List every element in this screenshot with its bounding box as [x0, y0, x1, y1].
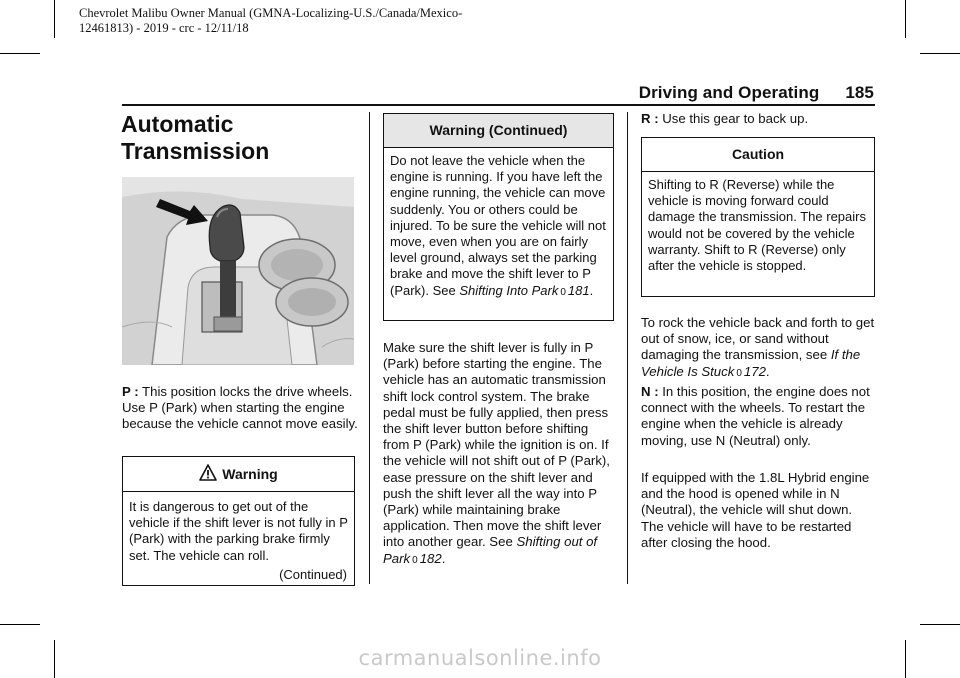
- r-position-paragraph: [641, 111, 877, 127]
- crop-mark: [920, 53, 960, 54]
- ref-page-181[interactable]: 181: [567, 282, 590, 298]
- shift-lever-illustration: [122, 177, 354, 365]
- warning-triangle-icon: [199, 460, 217, 494]
- shift-lock-paragraph: [383, 340, 617, 569]
- shift-lock-text: Make sure the shift lever is fully in P (Park) before starting the engine. The vehicle has an automatic transmission shift lock control system. The brake pedal must be fully applied, then press the shift lever button before shifting from P (Park) while the ignition is on. If the vehicle will not shift out of P (Park), ease pressure on the shift lever and push the shift lever all the way into P (Park) while maintaining brake application. Then move the shift lever into another gear. See: [383, 340, 610, 550]
- ref-period: .: [441, 550, 446, 566]
- page-title: [121, 111, 269, 165]
- r-label: R :: [641, 111, 659, 126]
- warning-continued-header: [384, 114, 613, 148]
- p-text: This position locks the drive wheels. Use P (Park) when starting the engine because the vehicle cannot move easily.: [122, 384, 358, 432]
- caution-header: [642, 138, 874, 172]
- n-label: N :: [641, 384, 659, 399]
- ref-period: .: [589, 282, 594, 298]
- caution-box: [641, 137, 875, 297]
- warning-body: [123, 492, 354, 564]
- caution-title: Caution: [731, 146, 785, 162]
- caution-body: [642, 172, 874, 274]
- crop-mark: [0, 53, 40, 54]
- print-header: [79, 6, 462, 36]
- ref-page-182[interactable]: 182: [419, 550, 442, 566]
- print-header-line1: Chevrolet Malibu Owner Manual (GMNA-Localizing-U.S./Canada/Mexico-: [79, 6, 463, 20]
- warning-header: [123, 457, 354, 492]
- p-label: P :: [122, 384, 139, 399]
- crop-mark: [905, 0, 906, 38]
- ref-page-172[interactable]: 172: [743, 363, 766, 379]
- watermark: carmanualsonline.info: [358, 646, 602, 670]
- crop-mark: [54, 0, 55, 38]
- rock-vehicle-paragraph: [641, 315, 877, 382]
- warning-continued-box: [383, 113, 614, 321]
- header-rule: [122, 104, 875, 106]
- warning-continued-title: Warning (Continued): [429, 122, 568, 138]
- crop-mark: [920, 624, 960, 625]
- warning-text: It is dangerous to get out of the vehicle if the shift lever is not fully in P (Park) with the parking brake firmly set. The vehicle can roll.: [129, 499, 348, 563]
- page-number: 185: [845, 83, 874, 102]
- r-text: Use this gear to back up.: [658, 111, 809, 126]
- shift-lever-drawing: [122, 177, 354, 365]
- page-title-line2: Transmission: [121, 138, 270, 164]
- n-text: In this position, the engine does not connect with the wheels. To restart the engine when the vehicle is already moving, use N (Neutral) only.: [641, 384, 870, 448]
- warning-box: [122, 456, 355, 586]
- ref-shifting-out-of-park[interactable]: Shifting out of Park: [383, 534, 598, 566]
- hybrid-paragraph: [641, 470, 877, 551]
- crop-mark: [0, 624, 40, 625]
- print-header-line2: 12461813) - 2019 - crc - 12/11/18: [79, 21, 249, 35]
- p-position-paragraph: [122, 384, 358, 433]
- ref-period: .: [765, 363, 770, 379]
- section-name: Driving and Operating: [638, 83, 820, 102]
- page-ref-arrow-icon: 0: [560, 286, 566, 298]
- n-position-paragraph: [641, 384, 877, 449]
- page-ref-arrow-icon: 0: [412, 554, 418, 566]
- column-divider: [627, 112, 628, 584]
- rock-text: To rock the vehicle back and forth to get out of snow, ice, or sand without damaging the transmission, see: [641, 315, 875, 363]
- page-ref-arrow-icon: 0: [736, 367, 742, 379]
- hybrid-text: If equipped with the 1.8L Hybrid engine and the hood is opened while in N (Neutral), the vehicle will shut down. The vehicle will have to be restarted after closing the hood.: [641, 470, 870, 550]
- column-divider: [369, 112, 370, 584]
- warning-continued-text: Do not leave the vehicle when the engine is running. If you have left the engine running, the vehicle can move suddenly. You or others could be injured. To be sure the vehicle will not move, even when you are on fairly level ground, always set the parking brake and move the shift lever to P (Park). See: [390, 153, 606, 298]
- ref-if-vehicle-stuck[interactable]: If the Vehicle Is Stuck: [641, 347, 861, 379]
- caution-text: Shifting to R (Reverse) while the vehicle is moving forward could damage the transmission. The repairs would not be covered by the vehicle warranty. Shift to R (Reverse) only after the vehicle is stopped.: [648, 177, 866, 274]
- page-title-line1: Automatic: [121, 111, 234, 137]
- continued-label: (Continued): [279, 567, 347, 582]
- warning-continued-body: [384, 148, 613, 301]
- ref-shifting-into-park[interactable]: Shifting Into Park: [459, 282, 559, 298]
- warning-title: Warning: [222, 466, 278, 482]
- section-heading: [639, 83, 874, 103]
